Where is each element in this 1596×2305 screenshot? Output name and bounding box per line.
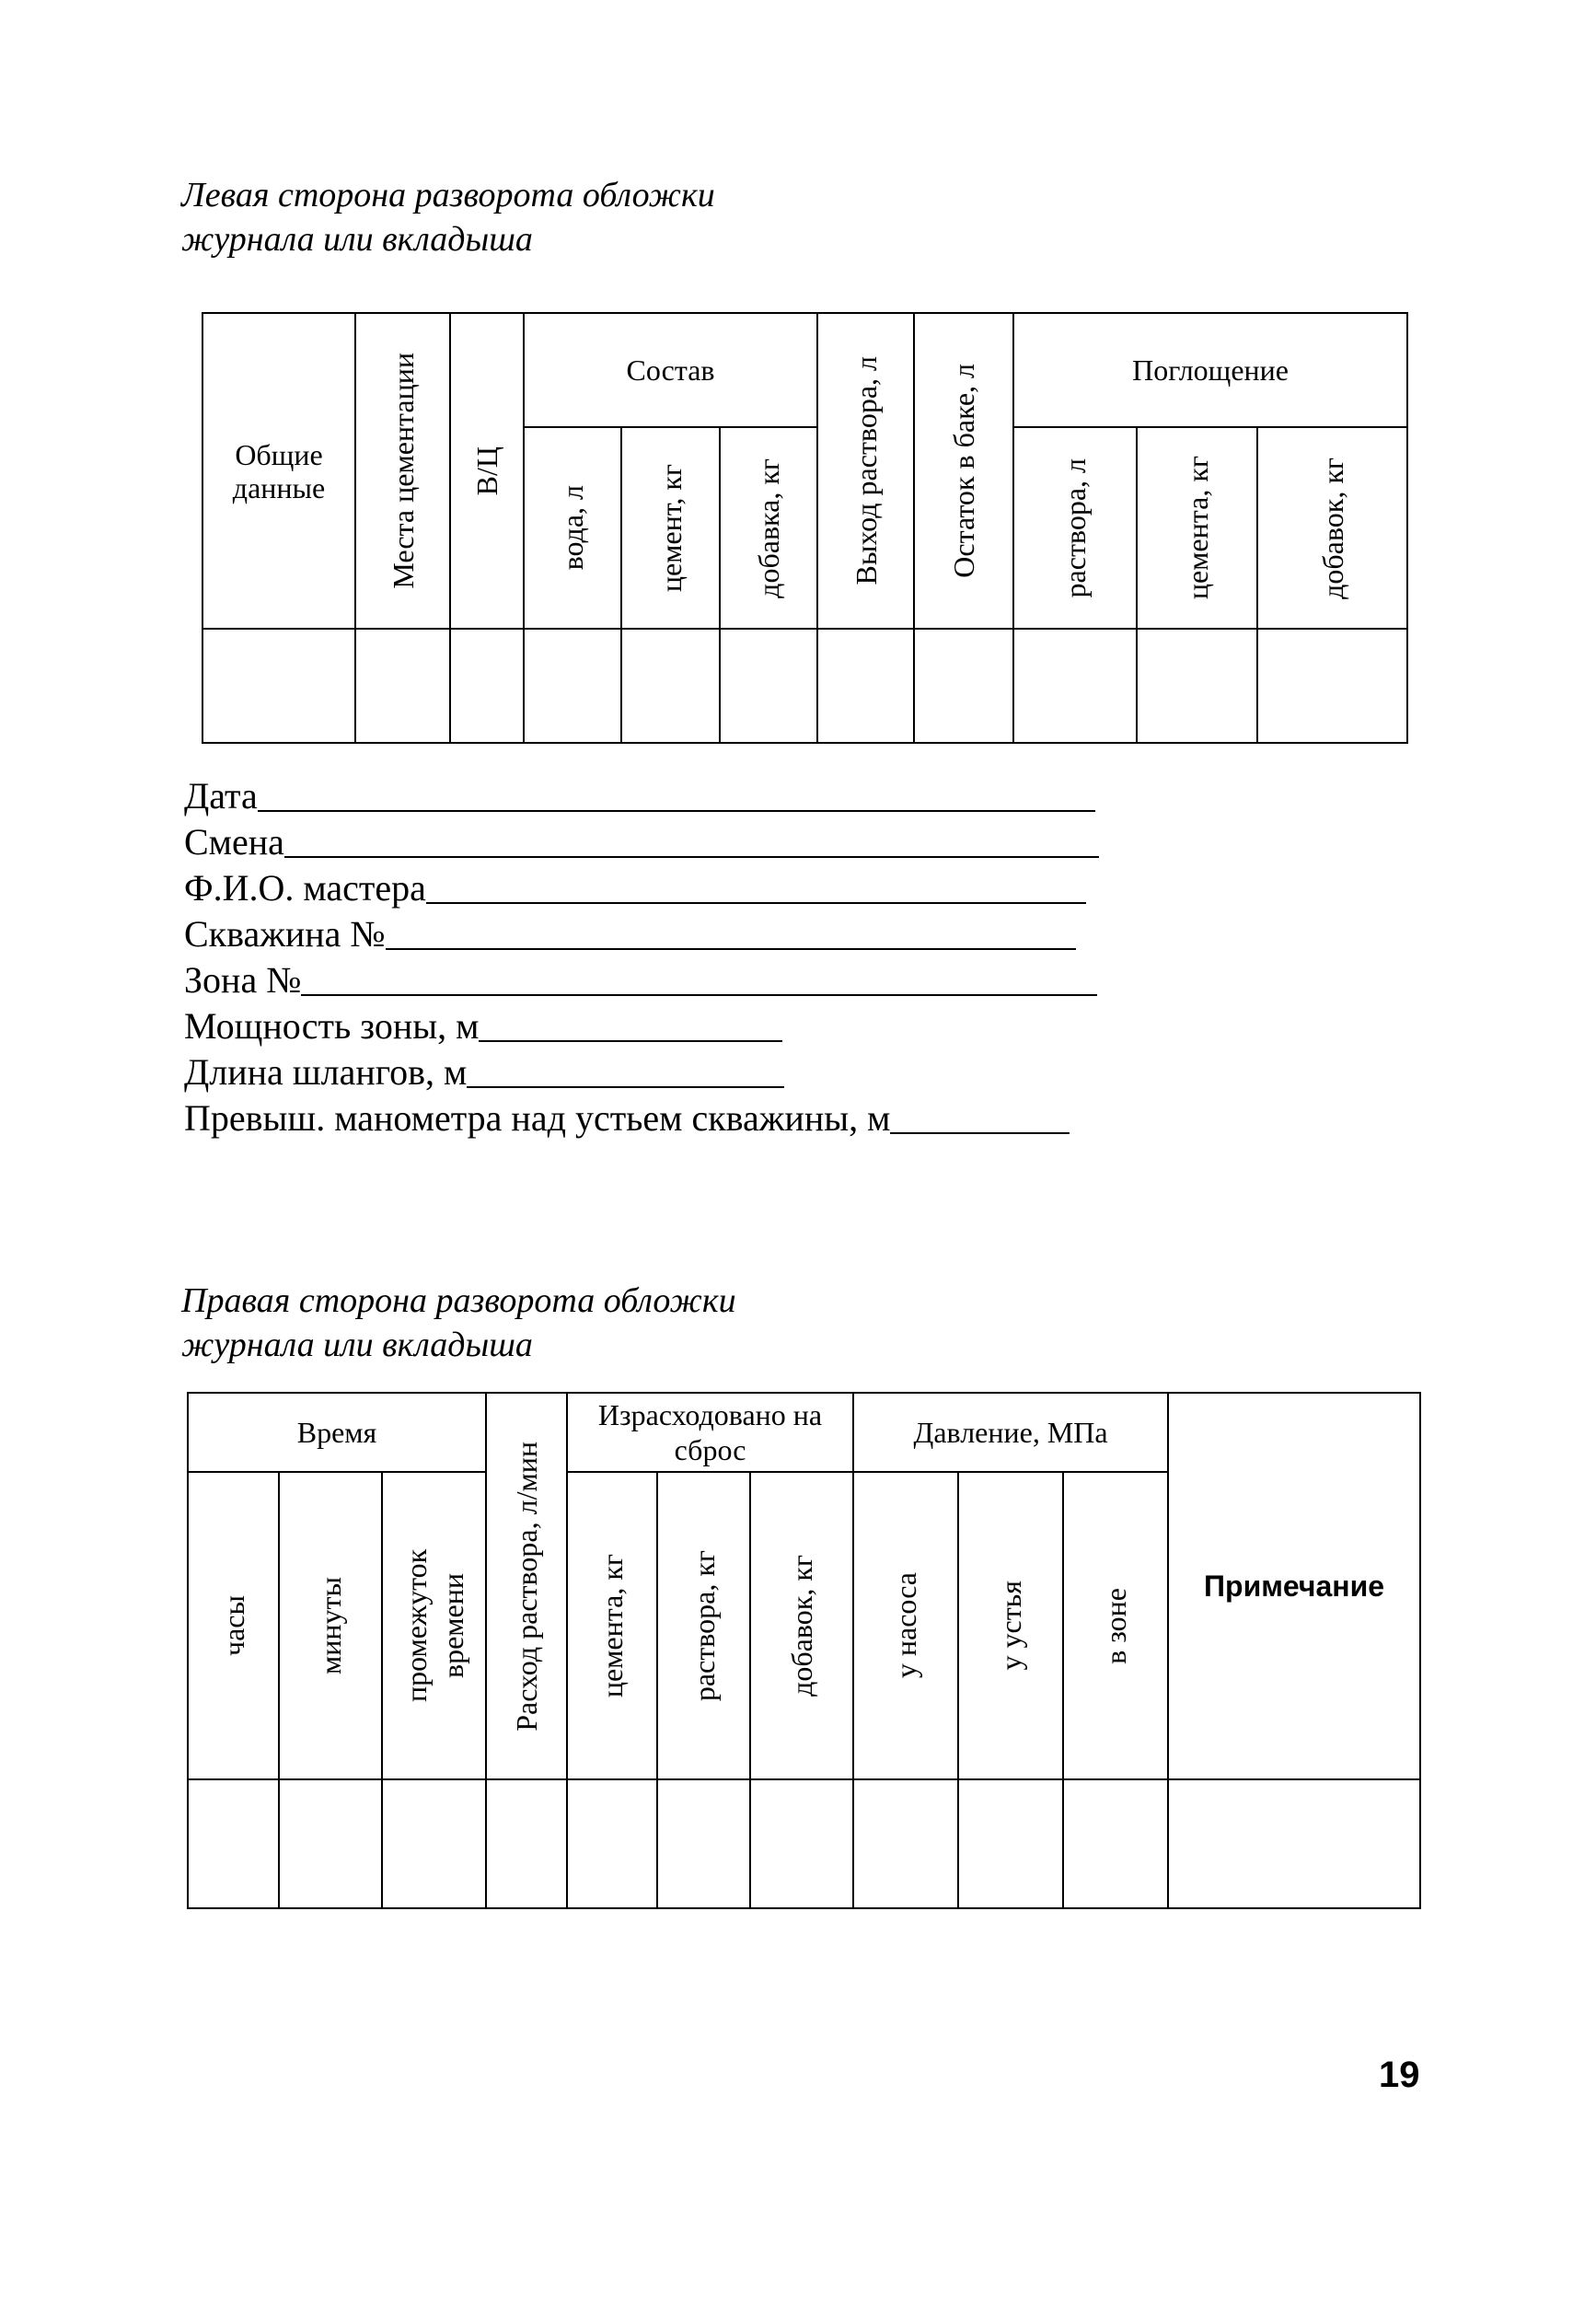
header-at-mouth: у устья xyxy=(958,1472,1063,1779)
header-tank-rest: Остаток в баке, л xyxy=(914,313,1013,629)
header-water: вода, л xyxy=(524,427,621,629)
table-cell[interactable] xyxy=(1137,629,1257,743)
header-mortar-yield: Выход раствора, л xyxy=(817,313,914,629)
header-additive: добавка, кг xyxy=(720,427,817,629)
header-general-data: Общие данные xyxy=(202,313,355,629)
header-abs-mortar: раствора, л xyxy=(1013,427,1137,629)
cementing-table-left xyxy=(202,312,1408,744)
header-spent-additives: добавок, кг xyxy=(750,1472,853,1779)
header-spent: Израсходовано на сброс xyxy=(567,1393,853,1472)
table-cell[interactable] xyxy=(355,629,450,743)
table-cell[interactable] xyxy=(657,1779,750,1908)
table-cell[interactable] xyxy=(958,1779,1063,1908)
header-pressure: Давление, МПа xyxy=(853,1393,1168,1472)
table-row xyxy=(202,629,1407,743)
table-cell[interactable] xyxy=(279,1779,382,1908)
left-side-heading xyxy=(181,173,715,261)
header-composition: Состав xyxy=(524,313,817,427)
right-heading-line-1: Правая сторона разворота обложки xyxy=(181,1281,736,1320)
table-cell[interactable] xyxy=(817,629,914,743)
table-cell[interactable] xyxy=(188,1779,279,1908)
page-number: 19 xyxy=(1379,2055,1420,2095)
table-cell[interactable] xyxy=(914,629,1013,743)
field-shift: Смена xyxy=(184,817,1099,863)
table-cell[interactable] xyxy=(524,629,621,743)
table-cell[interactable] xyxy=(720,629,817,743)
master-name-line[interactable] xyxy=(426,869,1086,904)
manometer-height-line[interactable] xyxy=(890,1099,1070,1134)
form-fields xyxy=(184,771,1099,1140)
header-cement: цемент, кг xyxy=(621,427,720,629)
table-cell[interactable] xyxy=(486,1779,567,1908)
table-cell[interactable] xyxy=(621,629,720,743)
header-absorption: Поглощение xyxy=(1013,313,1407,427)
shift-line[interactable] xyxy=(284,823,1099,858)
table-cell[interactable] xyxy=(853,1779,958,1908)
header-at-pump: у насоса xyxy=(853,1472,958,1779)
field-master-name: Ф.И.О. мастера xyxy=(184,863,1099,909)
hose-length-line[interactable] xyxy=(467,1053,784,1088)
table-cell[interactable] xyxy=(450,629,524,743)
table-cell[interactable] xyxy=(1013,629,1137,743)
left-heading-line-2: журнала или вкладыша xyxy=(181,220,533,259)
table-cell[interactable] xyxy=(1257,629,1407,743)
table-cell[interactable] xyxy=(202,629,355,743)
header-cement-places: Места цементации xyxy=(355,313,450,629)
right-heading-line-2: журнала или вкладыша xyxy=(181,1326,533,1364)
header-time: Время xyxy=(188,1393,486,1472)
table-row xyxy=(188,1779,1420,1908)
header-spent-mortar: раствора, кг xyxy=(657,1472,750,1779)
field-zone-thickness: Мощность зоны, м xyxy=(184,1002,1099,1048)
header-abs-cement: цемента, кг xyxy=(1137,427,1257,629)
left-heading-line-1: Левая сторона разворота обложки xyxy=(181,176,715,214)
date-line[interactable] xyxy=(258,777,1095,812)
table-cell[interactable] xyxy=(750,1779,853,1908)
header-flow: Расход раствора, л/мин xyxy=(486,1393,567,1779)
header-minutes: минуты xyxy=(279,1472,382,1779)
header-in-zone: в зоне xyxy=(1063,1472,1168,1779)
zone-number-line[interactable] xyxy=(301,961,1097,996)
table-cell[interactable] xyxy=(1063,1779,1168,1908)
header-spent-cement: цемента, кг xyxy=(567,1472,657,1779)
header-wc: В/Ц xyxy=(450,313,524,629)
table-cell[interactable] xyxy=(382,1779,486,1908)
cementing-table-right xyxy=(187,1392,1421,1909)
field-well-number: Скважина № xyxy=(184,909,1099,956)
zone-thickness-line[interactable] xyxy=(479,1007,782,1042)
header-interval: промежуток времени xyxy=(382,1472,486,1779)
right-side-heading xyxy=(181,1279,736,1367)
table-cell[interactable] xyxy=(567,1779,657,1908)
table-cell[interactable] xyxy=(1168,1779,1420,1908)
field-date: Дата xyxy=(184,771,1099,817)
header-note: Примечание xyxy=(1168,1393,1420,1779)
header-abs-additives: добавок, кг xyxy=(1257,427,1407,629)
well-number-line[interactable] xyxy=(386,915,1076,950)
field-zone-number: Зона № xyxy=(184,956,1099,1002)
field-manometer-height: Превыш. манометра над устьем скважины, м xyxy=(184,1094,1099,1140)
field-hose-length: Длина шлангов, м xyxy=(184,1048,1099,1094)
header-hours: часы xyxy=(188,1472,279,1779)
